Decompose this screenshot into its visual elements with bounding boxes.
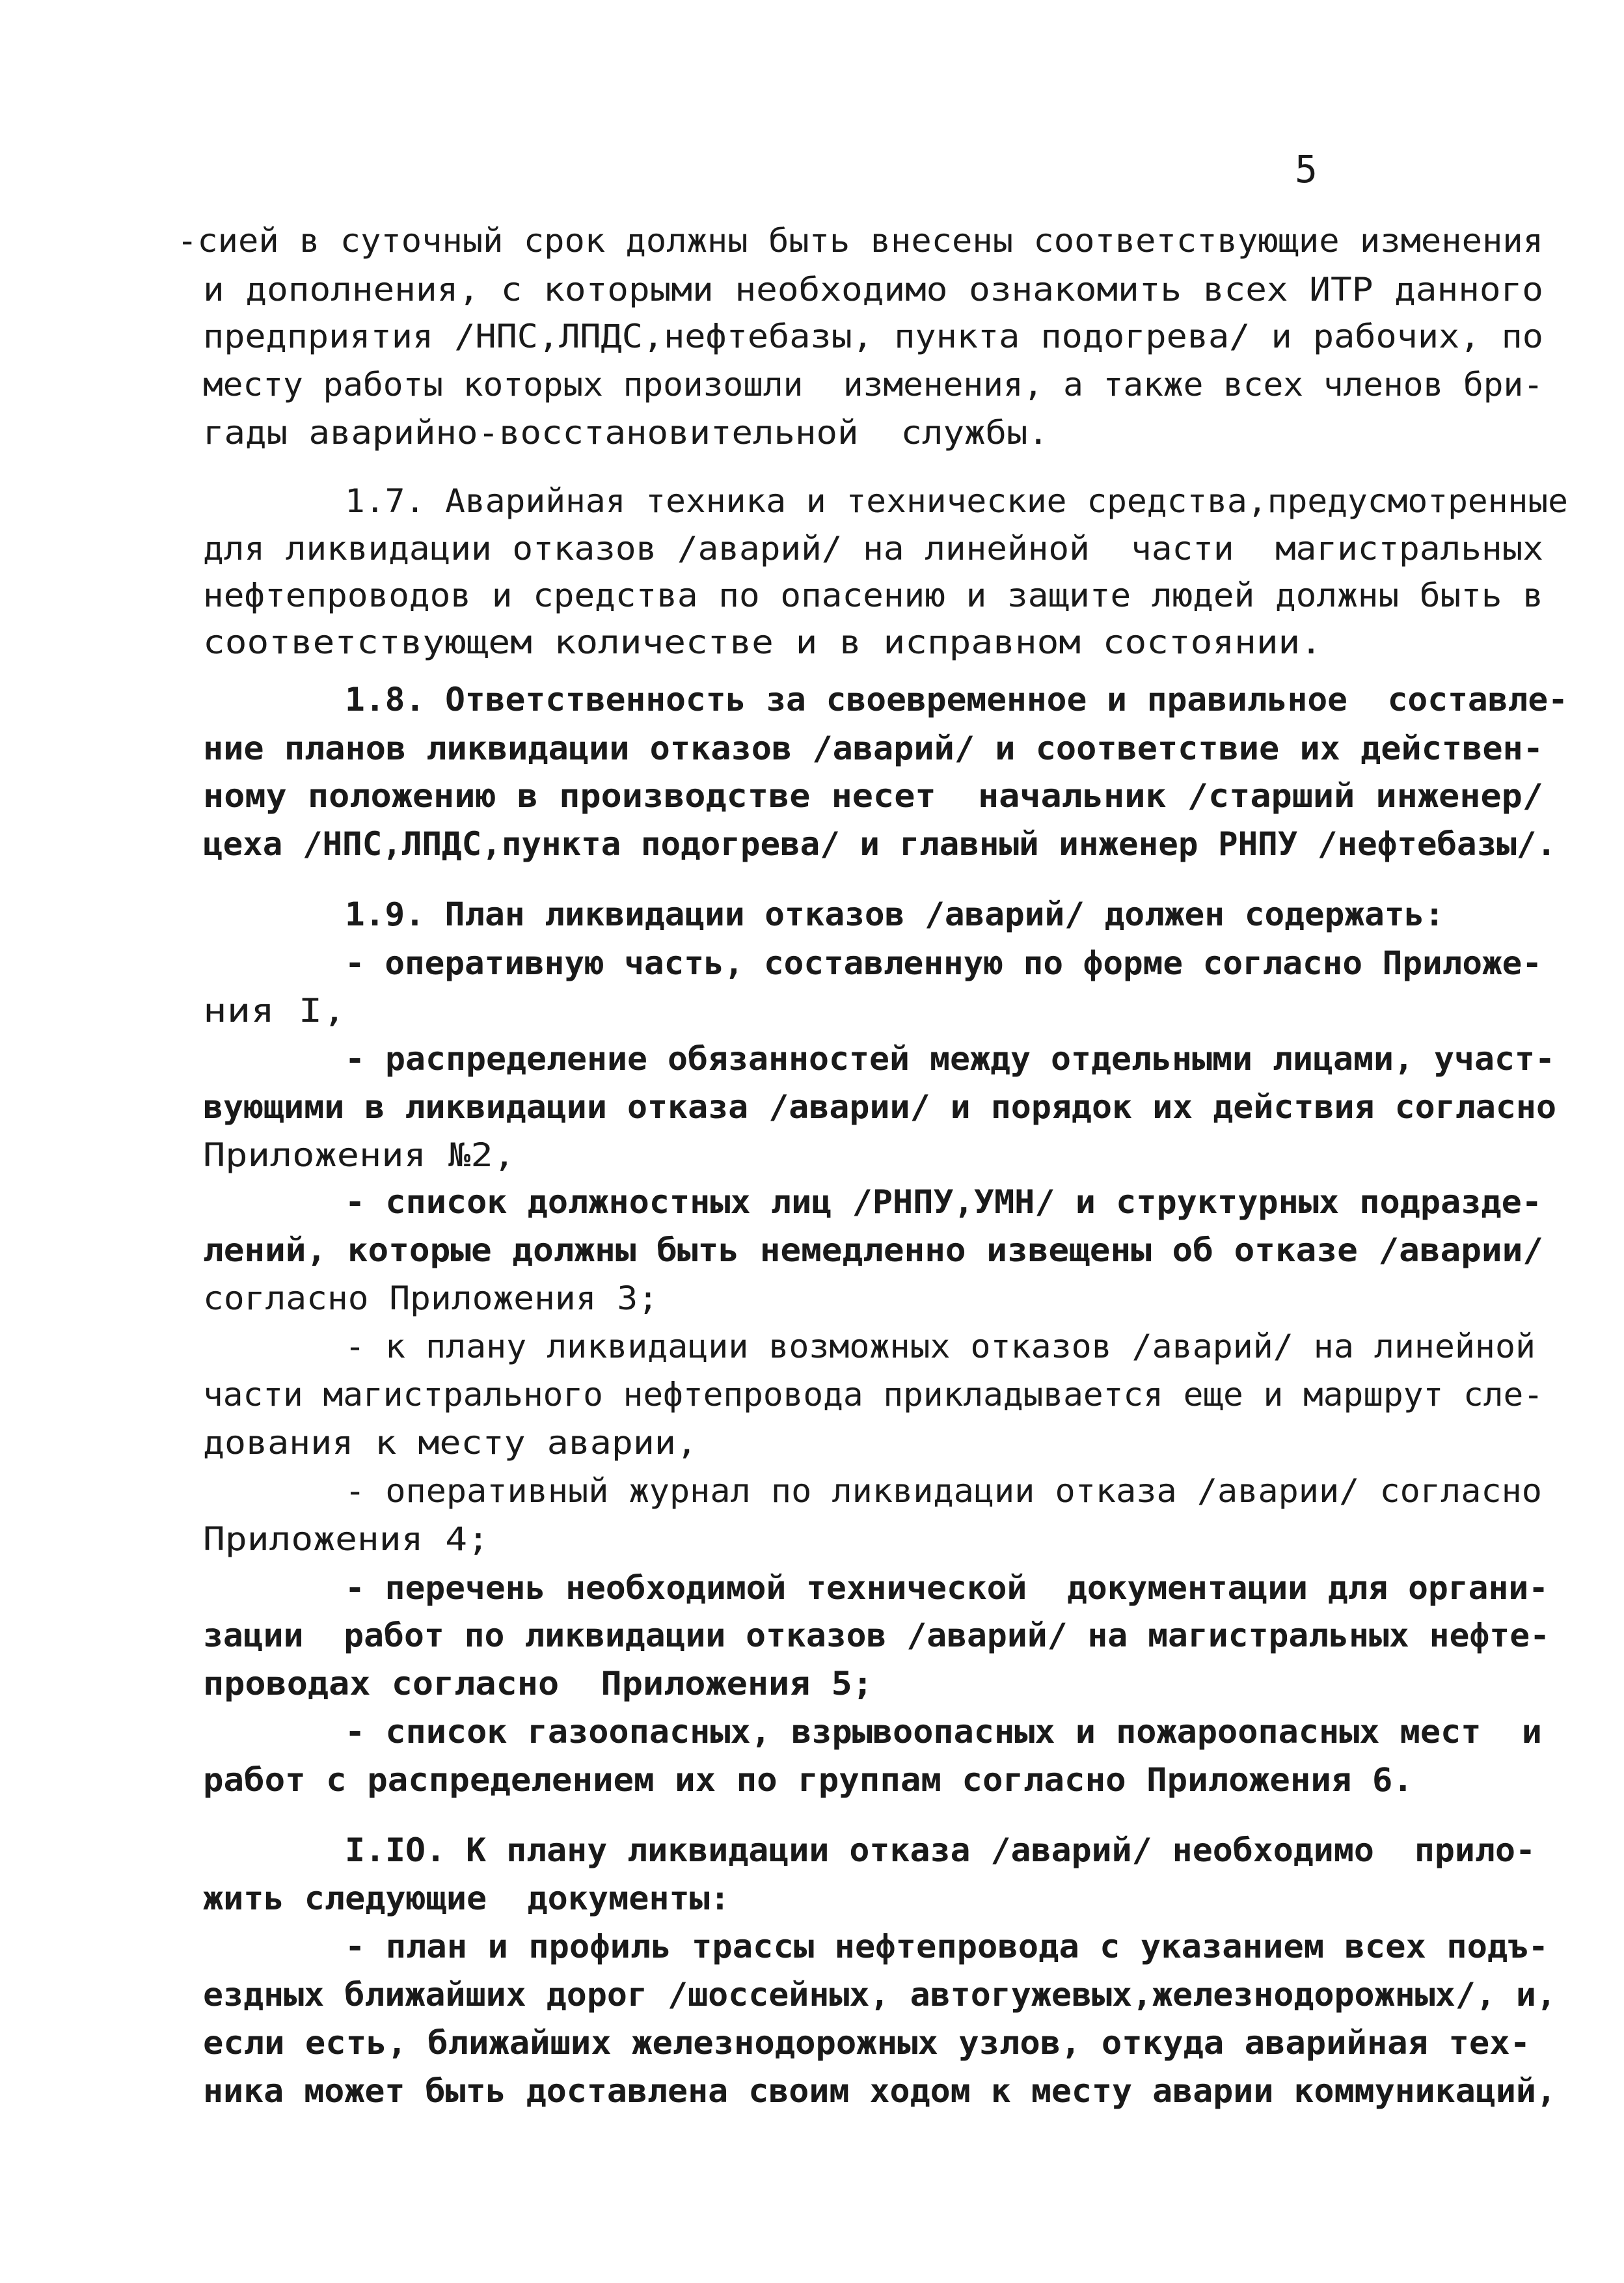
text-line: 1.7. Аварийная техника и технические средства,предусмотренные: [345, 482, 1568, 520]
text-line: цеха /НПС,ЛПДС,пункта подогрева/ и главный инженер РНПУ /нефтебазы/.: [203, 825, 1556, 863]
text-line: нефтепроводов и средства по опасению и защите людей должны быть в: [203, 577, 1543, 614]
text-line: Приложения 4;: [203, 1520, 489, 1558]
text-line: - оперативный журнал по ликвидации отказа /аварии/ согласно: [345, 1472, 1542, 1510]
text-line: - список должностных лиц /РНПУ,УМН/ и структурных подразде-: [345, 1183, 1542, 1221]
page-number: 5: [1295, 147, 1318, 191]
text-line: ездных ближайших дорог /шоссейных, автогужевых,железнодорожных/, и,: [203, 1976, 1556, 2014]
text-line: жить следующие документы:: [203, 1880, 730, 1917]
text-line: 1.8. Ответственность за своевременное и правильное составле-: [345, 681, 1568, 718]
text-line: 1.9. План ликвидации отказов /аварий/ должен содержать:: [345, 895, 1444, 933]
text-line: зации работ по ликвидации отказов /аварий/ на магистральных нефте-: [203, 1617, 1550, 1654]
text-line: лений, которые должны быть немедленно извещены об отказе /аварии/: [203, 1231, 1543, 1269]
text-line: для ликвидации отказов /аварий/ на линейной части магистральных: [203, 530, 1543, 567]
text-line: вующими в ликвидации отказа /аварии/ и порядок их действия согласно: [203, 1088, 1556, 1126]
text-line: если есть, ближайших железнодорожных узлов, откуда аварийная тех-: [203, 2024, 1530, 2062]
text-line: ние планов ликвидации отказов /аварий/ и соответствие их действен-: [203, 730, 1543, 767]
text-line: работ с распределением их по группам согласно Приложения 6.: [203, 1761, 1413, 1799]
text-line: - список газоопасных, взрывоопасных и пожароопасных мест и: [345, 1713, 1542, 1751]
text-line: дования к месту аварии,: [203, 1424, 697, 1462]
text-line: - перечень необходимой технической документации для органи-: [345, 1569, 1549, 1607]
text-line: ному положению в производстве несет начальник /старший инженер/: [203, 777, 1543, 815]
text-line: гады аварийно-восстановительной службы.: [203, 414, 1049, 452]
text-line: Приложения №2,: [203, 1136, 515, 1174]
text-line: - оперативную часть, составленную по форме согласно Приложе-: [345, 944, 1542, 982]
text-line: месту работы которых произошли изменения, а также всех членов бри-: [203, 366, 1543, 403]
text-line: части магистрального нефтепровода прикладывается еще и маршрут сле-: [203, 1376, 1543, 1414]
text-line: предприятия /НПС,ЛПДС,нефтебазы, пункта подогрева/ и рабочих, по: [203, 318, 1543, 355]
text-line: согласно Приложения 3;: [203, 1279, 658, 1317]
text-line: ния I,: [203, 992, 346, 1030]
text-line: и дополнения, с которыми необходимо ознакомить всех ИТР данного: [203, 271, 1543, 308]
text-line: ника может быть доставлена своим ходом к месту аварии коммуникаций,: [203, 2072, 1556, 2110]
text-line: - распределение обязанностей между отдельными лицами, участ-: [345, 1040, 1555, 1078]
text-line: проводах согласно Приложения 5;: [203, 1665, 873, 1702]
text-line: I.IO. К плану ликвидации отказа /аварий/ необходимо прило-: [345, 1831, 1536, 1869]
text-line: соответствующем количестве и в исправном состоянии.: [203, 623, 1322, 661]
text-line: - план и профиль трассы нефтепровода с указанием всех подъ-: [345, 1928, 1549, 1965]
text-line: - к плану ликвидации возможных отказов /аварий/ на линейной: [345, 1328, 1536, 1365]
text-line: -сией в суточный срок должны быть внесены соответствующие изменения: [177, 222, 1543, 260]
